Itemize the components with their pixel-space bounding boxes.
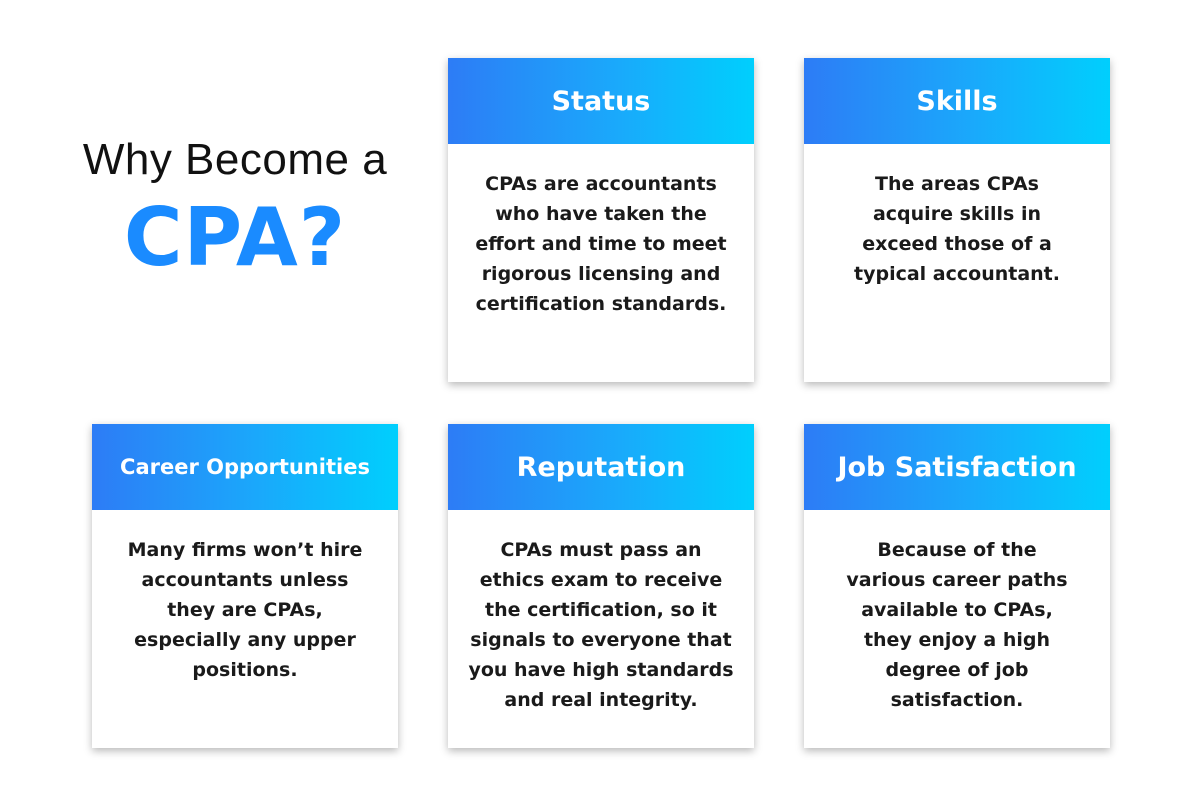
card-header	[92, 424, 398, 510]
card-body: Because of the various career paths available to CPAs, they enjoy a high degree of job satisfaction.	[846, 539, 1068, 711]
card-career-opportunities	[92, 424, 398, 748]
card-status	[448, 58, 754, 382]
card-header	[804, 424, 1110, 510]
card-body: CPAs must pass an ethics exam to receive the certification, so it signals to everyone that you have high standards and real integrity.	[468, 539, 734, 711]
card-job-satisfaction	[804, 424, 1110, 748]
card-header	[804, 58, 1110, 144]
card-skills	[804, 58, 1110, 382]
heading-line-why-become: Why Become a	[82, 135, 388, 184]
card-title: Status	[551, 85, 651, 117]
card-header	[448, 58, 754, 144]
card-title: Job Satisfaction	[837, 451, 1077, 483]
card-title: Reputation	[516, 451, 686, 483]
card-body: Many firms won’t hire accountants unless they are CPAs, especially any upper positions.	[127, 539, 363, 681]
intro-heading	[60, 130, 410, 286]
card-header	[448, 424, 754, 510]
card-body: CPAs are accountants who have taken the effort and time to meet rigorous licensing and certification standards.	[475, 173, 727, 315]
card-title: Career Opportunities	[120, 455, 370, 479]
heading-line-cpa: CPA?	[123, 191, 347, 284]
card-body: The areas CPAs acquire skills in exceed those of a typical accountant.	[854, 173, 1060, 285]
card-reputation	[448, 424, 754, 748]
card-title: Skills	[916, 85, 998, 117]
